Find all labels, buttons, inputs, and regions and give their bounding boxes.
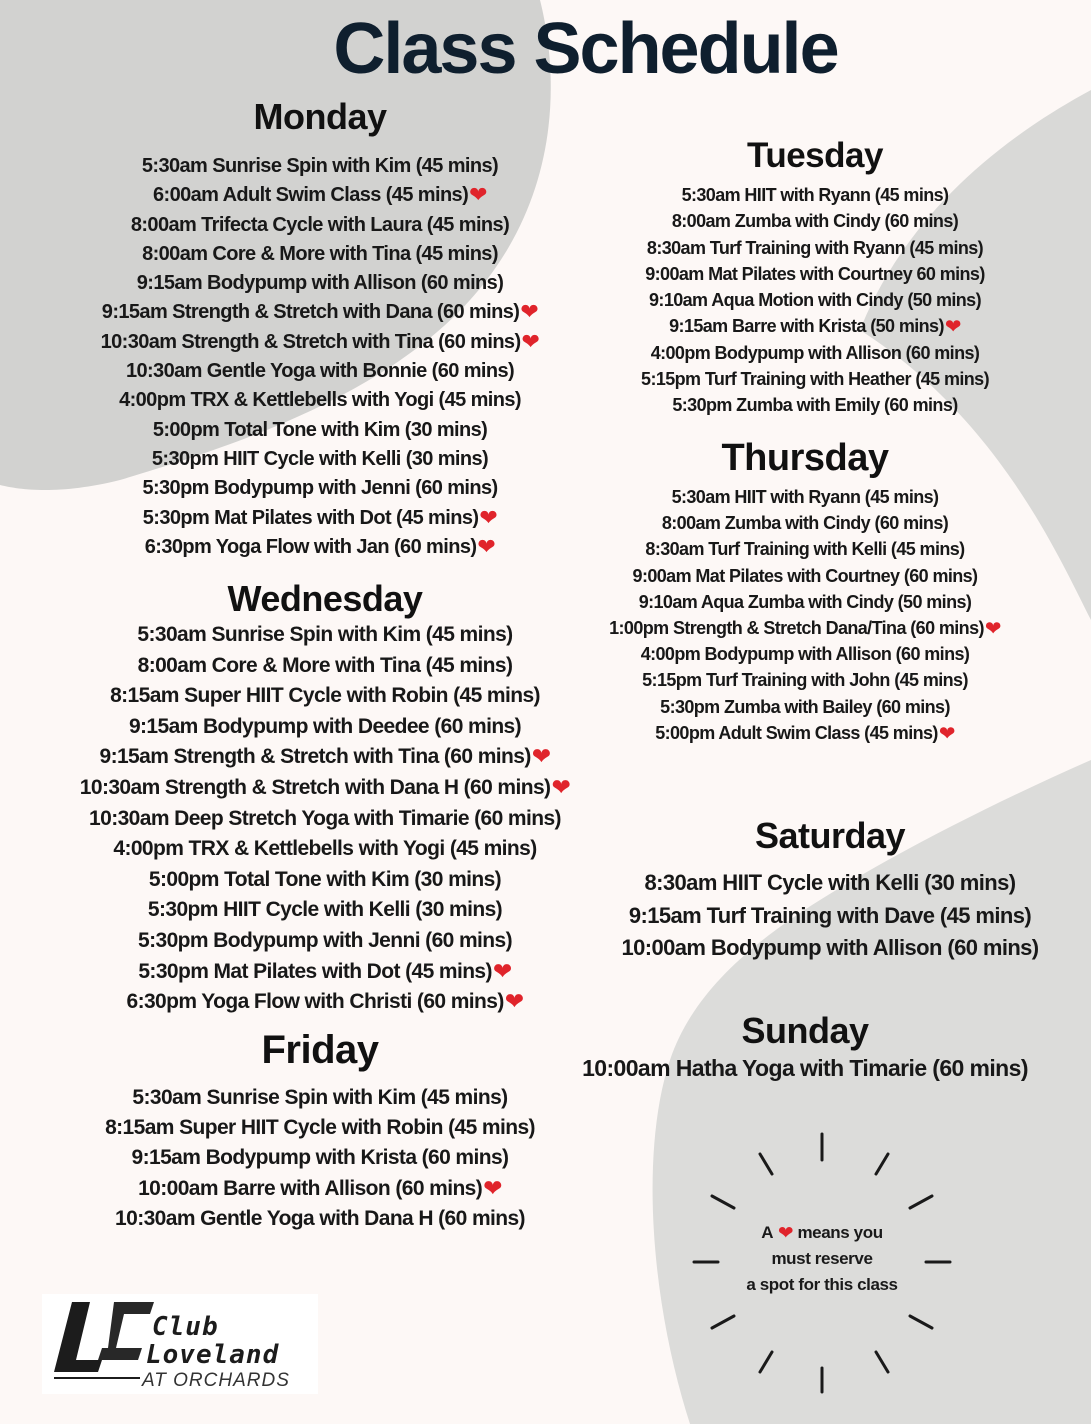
class-list-saturday [580,867,1080,965]
class-item [580,900,1080,933]
class-item [580,932,1080,965]
class-text: 5:30am HIIT with Ryann (45 mins) [681,185,949,205]
legend-line-2: must reserve [771,1249,873,1268]
class-text: 9:15am Bodypump with Deedee (60 mins) [128,714,522,738]
class-text: 8:00am Core & More with Tina (45 mins) [142,242,498,265]
red-heart-icon: ❤ [551,774,571,801]
class-item [60,474,580,503]
class-list-sunday [530,1052,1080,1084]
class-text: 8:00am Zumba with Cindy (60 mins) [671,211,959,232]
class-text: 10:30am Deep Stretch Yoga with Timarie (60 mins) [89,806,561,830]
class-text: 10:30am Strength & Stretch with Dana H (60 mins) [79,775,551,799]
class-text: 9:15am Strength & Stretch with Tina (60 mins) [99,745,531,769]
logo-line-club: Club [152,1312,219,1342]
red-heart-icon: ❤ [483,1175,502,1202]
class-item [560,484,1050,510]
class-text: 5:30pm HIIT Cycle with Kelli (30 mins) [147,898,503,922]
class-text: 1:00pm Strength & Stretch Dana/Tina (60 mins) [609,617,984,638]
logo-line-orchards: AT ORCHARDS [142,1370,290,1391]
red-heart-icon: ❤ [492,958,512,985]
class-item [60,1083,580,1113]
class-item [60,445,580,474]
class-text: 10:00am Hatha Yoga with Timarie (60 mins) [582,1055,1028,1081]
class-text: 9:15am Barre with Krista (50 mins) [669,316,944,337]
class-list-thursday [560,484,1050,746]
class-item [580,366,1050,392]
class-text: 9:15am Bodypump with Allison (60 mins) [136,272,504,295]
class-text: 9:15am Bodypump with Krista (60 mins) [131,1146,509,1170]
day-heading-monday: Monday [253,96,387,137]
class-item [30,957,620,988]
class-item [580,392,1050,418]
legend-prefix: A [761,1223,773,1242]
class-item [30,651,620,682]
day-heading-saturday: Saturday [754,815,906,856]
class-item [60,269,580,298]
monday-schedule [60,96,580,562]
class-text: 5:15pm Turf Training with John (45 mins) [642,670,968,691]
red-heart-icon: ❤ [531,744,551,771]
class-text: 9:00am Mat Pilates with Courtney (60 mins) [632,565,978,586]
class-item [580,287,1050,313]
class-item [580,867,1080,900]
tuesday-schedule [580,136,1050,419]
class-item [60,357,580,386]
legend-text [712,1220,932,1298]
day-heading-sunday: Sunday [741,1010,869,1051]
day-heading-tuesday: Tuesday [747,136,883,175]
class-text: 4:00pm Bodypump with Allison (60 mins) [640,644,970,665]
class-item [580,208,1050,234]
class-text: 6:30pm Yoga Flow with Christi (60 mins) [126,990,504,1014]
class-item [580,235,1050,261]
friday-schedule [60,1028,580,1234]
class-item [30,804,620,835]
class-item [60,240,580,269]
class-text: 9:10am Aqua Zumba with Cindy (50 mins) [638,591,972,612]
class-item [60,533,580,562]
class-item [60,416,580,445]
class-text: 5:15pm Turf Training with Heather (45 mins) [641,369,989,390]
red-heart-icon: ❤ [944,315,961,339]
class-text: 9:15am Turf Training with Dave (45 mins) [628,902,1032,928]
class-text: 5:30am Sunrise Spin with Kim (45 mins) [137,623,513,646]
class-item [60,152,580,181]
club-loveland-logo [42,1294,318,1394]
class-item [60,328,580,357]
class-text: 4:00pm Bodypump with Allison (60 mins) [650,342,980,363]
red-heart-icon: ❤ [469,183,487,209]
class-item [580,182,1050,208]
class-item [560,641,1050,667]
red-heart-icon: ❤ [504,989,524,1016]
class-item [30,681,620,712]
class-item [560,510,1050,536]
class-text: 8:30am HIIT Cycle with Kelli (30 mins) [644,870,1016,895]
class-text: 8:00am Zumba with Cindy (60 mins) [661,513,949,534]
class-text: 5:30am Sunrise Spin with Kim (45 mins) [132,1086,508,1109]
class-text: 8:15am Super HIIT Cycle with Robin (45 mins) [105,1116,535,1140]
day-heading-friday: Friday [261,1028,379,1072]
class-item [60,181,580,210]
day-heading-thursday: Thursday [721,437,889,479]
class-list-tuesday [580,182,1050,419]
class-text: 8:00am Trifecta Cycle with Laura (45 mins) [130,213,510,236]
class-text: 10:30am Gentle Yoga with Dana H (60 mins) [115,1206,525,1230]
class-text: 5:00pm Total Tone with Kim (30 mins) [148,867,502,891]
class-item [580,261,1050,287]
class-text: 8:30am Turf Training with Kelli (45 mins) [645,539,965,560]
class-list-monday [60,152,580,562]
thursday-schedule [560,437,1050,746]
class-item [60,504,580,533]
class-text: 10:30am Strength & Stretch with Tina (60 mins) [100,330,521,353]
class-item [530,1052,1080,1084]
class-text: 9:00am Mat Pilates with Courtney 60 mins) [645,263,985,284]
class-item [560,720,1050,746]
class-text: 10:30am Gentle Yoga with Bonnie (60 mins) [125,360,515,383]
class-text: 5:30pm HIIT Cycle with Kelli (30 mins) [151,447,489,470]
class-item [560,536,1050,562]
class-item [560,694,1050,720]
class-text: 5:00pm Adult Swim Class (45 mins) [655,722,938,743]
class-item [30,834,620,865]
class-item [560,667,1050,693]
class-text: 6:30pm Yoga Flow with Jan (60 mins) [144,535,477,558]
sunday-schedule [530,1010,1080,1084]
class-item [30,742,620,773]
class-text: 8:30am Turf Training with Ryann (45 mins) [646,237,984,258]
logo-line-loveland: Loveland [146,1340,280,1370]
red-heart-icon: ❤ [777,1223,794,1244]
class-item [60,1113,580,1143]
class-item [580,340,1050,366]
red-heart-icon: ❤ [521,329,540,355]
class-text: 6:00am Adult Swim Class (45 mins) [153,184,469,207]
class-text: 8:00am Core & More with Tina (45 mins) [137,653,513,677]
class-item [560,563,1050,589]
red-heart-icon: ❤ [477,534,496,560]
class-text: 5:30pm Zumba with Bailey (60 mins) [660,696,950,717]
class-item [60,298,580,327]
class-item [60,386,580,415]
class-text: 9:15am Strength & Stretch with Dana (60 mins) [101,301,520,324]
class-text: 10:00am Bodypump with Allison (60 mins) [621,935,1039,961]
class-item [60,1174,580,1204]
wednesday-schedule [30,578,620,1018]
class-text: 5:30pm Mat Pilates with Dot (45 mins) [142,506,479,529]
reservation-legend [692,1130,952,1394]
red-heart-icon: ❤ [520,300,539,326]
class-text: 5:30am HIIT with Ryann (45 mins) [671,487,939,507]
class-item [60,1204,580,1234]
class-text: 5:30pm Bodypump with Jenni (60 mins) [142,477,498,500]
class-item [30,926,620,957]
class-text: 9:10am Aqua Motion with Cindy (50 mins) [649,290,981,311]
class-item [560,589,1050,615]
class-item [60,211,580,240]
class-text: 5:30pm Mat Pilates with Dot (45 mins) [138,959,492,983]
class-text: 5:30pm Bodypump with Jenni (60 mins) [138,928,512,952]
class-item [30,865,620,896]
class-text: 5:00pm Total Tone with Kim (30 mins) [152,418,488,441]
class-text: 10:00am Barre with Allison (60 mins) [138,1176,483,1200]
page-title: Class Schedule [333,9,838,89]
legend-line-3: a spot for this class [746,1275,898,1294]
day-heading-wednesday: Wednesday [227,578,423,619]
class-text: 8:15am Super HIIT Cycle with Robin (45 mins) [110,684,540,708]
red-heart-icon: ❤ [938,721,955,745]
class-text: 5:30am Sunrise Spin with Kim (45 mins) [141,155,499,177]
class-item [60,1143,580,1173]
class-item [560,615,1050,641]
class-list-friday [60,1083,580,1234]
class-item [30,895,620,926]
class-item [30,773,620,804]
class-text: 4:00pm TRX & Kettlebells with Yogi (45 mins) [113,837,537,861]
class-text: 4:00pm TRX & Kettlebells with Yogi (45 mins) [119,389,521,412]
red-heart-icon: ❤ [984,616,1001,640]
legend-suffix: means you [797,1223,883,1242]
class-item [580,313,1050,339]
red-heart-icon: ❤ [479,505,498,531]
class-item [30,620,620,651]
class-text: 5:30pm Zumba with Emily (60 mins) [672,395,958,416]
saturday-schedule [580,815,1080,965]
class-item [30,712,620,743]
class-list-wednesday [30,620,620,1018]
